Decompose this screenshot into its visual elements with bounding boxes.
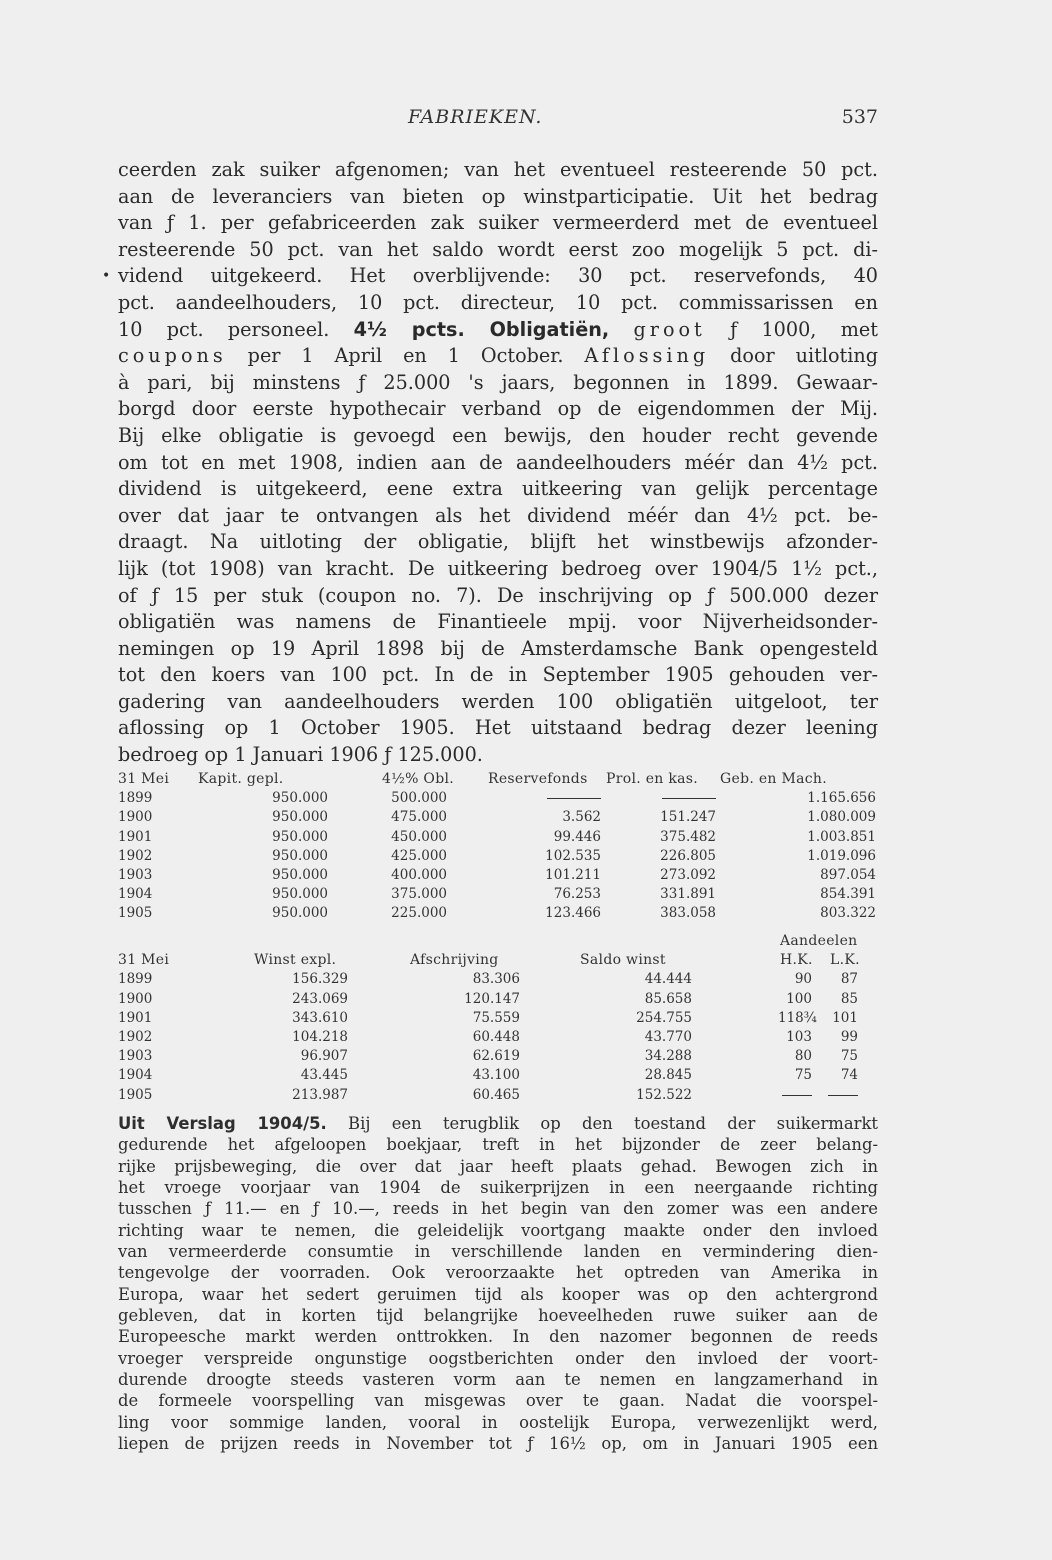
- text-line: vroeger verspreide ongunstige oogstberichten onder den invloed der voort-: [118, 1348, 878, 1368]
- cell-lk: 99: [840, 1028, 858, 1045]
- cell-reserve: 102.535: [545, 847, 601, 864]
- cell-operating-profit: 96.907: [300, 1048, 348, 1065]
- text-line: Europa, waar het sedert geruimen tijd als kooper was op den achtergrond: [118, 1284, 878, 1304]
- cell-lk: [824, 1086, 858, 1105]
- cell-buildings: 1.019.096: [807, 847, 876, 864]
- paragraph-annual-report: [118, 1113, 878, 1455]
- table-row: [118, 828, 878, 847]
- col-header-operating-profit: Winst expl.: [254, 952, 337, 969]
- text-line: Bij elke obligatie is gevoegd een bewijs, den houder recht gevende: [118, 423, 878, 447]
- cell-prol-kas: 331.891: [660, 886, 716, 903]
- page-header: [118, 106, 878, 130]
- text-line: ceerden zak suiker afgenomen; van het eventueel resteerende 50 pct.: [118, 158, 878, 181]
- text-line: • vidend uitgekeerd. Het overblijvende: 30 pct. reservefonds, 40: [118, 263, 878, 290]
- col-header-buildings: Geb. en Mach.: [720, 771, 827, 787]
- text-line: over dat jaar te ontvangen als het dividend méér dan 4½ pct. be-: [118, 503, 878, 527]
- table-header-row: [118, 770, 878, 789]
- balance-table: [118, 770, 878, 924]
- page-number: 537: [841, 106, 878, 128]
- cell-depreciation: 60.448: [472, 1028, 520, 1045]
- text-line: de formeele voorspelling van misgewas over te gaan. Nadat die voorspel-: [118, 1391, 878, 1411]
- table-row: [118, 970, 878, 989]
- cell-net-profit: 152.522: [636, 1086, 692, 1103]
- text-line: het vroege voorjaar van 1904 de suikerprijzen in een neergaande richting: [118, 1178, 878, 1198]
- cell-operating-profit: 213.987: [292, 1086, 348, 1103]
- col-header-depreciation: Afschrijving: [410, 952, 499, 969]
- col-header-reserve: Reservefonds: [488, 771, 588, 787]
- cell-capital: 950.000: [272, 828, 328, 845]
- cell-lk: 85: [840, 990, 858, 1007]
- cell-prol-kas: 383.058: [660, 905, 716, 922]
- cell-depreciation: 43.100: [472, 1067, 520, 1084]
- col-header-date: 31 Mei: [118, 952, 170, 969]
- cell-date: 1899: [118, 971, 153, 988]
- cell-bonds: 375.000: [391, 886, 447, 903]
- table-row: [118, 866, 878, 885]
- cell-date: 1902: [118, 1028, 153, 1045]
- text-line: van ƒ 1. per gefabriceerden zak suiker vermeerderd met de eventueel: [118, 211, 878, 235]
- cell-net-profit: 44.444: [644, 971, 692, 988]
- text-line: obligatiën was namens de Finantieele mpij. voor Nijverheidsonder-: [118, 610, 878, 634]
- cell-depreciation: 60.465: [472, 1086, 520, 1103]
- cell-buildings: 854.391: [820, 886, 876, 903]
- cell-depreciation: 83.306: [472, 971, 520, 988]
- cell-operating-profit: 343.610: [292, 1009, 348, 1026]
- cell-prol-kas: 226.805: [660, 847, 716, 864]
- table-row: [118, 789, 878, 808]
- cell-date: 1905: [118, 905, 153, 922]
- text-line: draagt. Na uitloting der obligatie, blijft het winstbewijs afzonder-: [118, 530, 878, 554]
- cell-capital: 950.000: [272, 809, 328, 826]
- table-row: [118, 847, 878, 866]
- section-heading-obligations: 4½ pcts. Obligatiën,: [353, 317, 610, 341]
- cell-date: 1900: [118, 990, 153, 1007]
- text-line: liepen de prijzen reeds in November tot ƒ 16½ op, om in Januari 1905 een: [118, 1434, 878, 1454]
- text-line: bedroeg op 1 Januari 1906 ƒ 125.000.: [118, 743, 483, 767]
- empty-dash: [782, 1095, 812, 1096]
- text-line: nemingen op 19 April 1898 bij de Amsterdamsche Bank opengesteld: [118, 636, 878, 660]
- table-row: [118, 1086, 878, 1105]
- cell-operating-profit: 156.329: [292, 971, 348, 988]
- cell-capital: 950.000: [272, 790, 328, 807]
- cell-lk: 87: [840, 971, 858, 988]
- col-header-bonds: 4½% Obl.: [382, 771, 454, 787]
- cell-date: 1899: [118, 790, 153, 807]
- col-header-hk: H.K.: [780, 952, 813, 969]
- cell-date: 1901: [118, 1009, 153, 1026]
- cell-reserve: 99.446: [553, 828, 601, 845]
- cell-buildings: 803.322: [820, 905, 876, 922]
- text-line: 10 pct. personeel. 4½ pcts. Obligatiën, groot ƒ 1000, met: [118, 317, 878, 341]
- cell-date: 1905: [118, 1086, 153, 1103]
- cell-buildings: 1.165.656: [807, 790, 876, 807]
- cell-hk: 100: [786, 990, 812, 1007]
- cell-prol-kas: 375.482: [660, 828, 716, 845]
- cell-net-profit: 254.755: [636, 1009, 692, 1026]
- text-line: tusschen ƒ 11.— en ƒ 10.—, reeds in het begin van den zomer was een andere: [118, 1199, 878, 1219]
- margin-mark: •: [102, 268, 111, 285]
- cell-date: 1904: [118, 886, 153, 903]
- cell-reserve: [488, 789, 601, 808]
- cell-bonds: 450.000: [391, 828, 447, 845]
- col-header-capital: Kapit. gepl.: [198, 771, 284, 787]
- cell-date: 1902: [118, 847, 153, 864]
- text-line: durende droogte steeds vasteren vorm aan te nemen en langzamerhand in: [118, 1370, 878, 1390]
- cell-date: 1901: [118, 828, 153, 845]
- empty-dash: [547, 798, 601, 799]
- text-line: Uit Verslag 1904/5. Bij een terugblik op den toestand der suikermarkt: [118, 1114, 878, 1133]
- cell-reserve: 3.562: [562, 809, 601, 826]
- cell-operating-profit: 104.218: [292, 1028, 348, 1045]
- text-line: rijke prijsbeweging, die over dat jaar heeft plaats gehad. Bewogen zich in: [118, 1156, 878, 1176]
- empty-dash: [828, 1095, 858, 1096]
- text-line: borgd door eerste hypothecair verband op de eigendommen der Mij.: [118, 397, 878, 421]
- table-row: [118, 1047, 878, 1066]
- running-title: FABRIEKEN.: [408, 106, 543, 128]
- section-heading-annual-report: Uit Verslag 1904/5.: [118, 1114, 327, 1133]
- cell-depreciation: 120.147: [464, 990, 520, 1007]
- table-row: [118, 808, 878, 827]
- table-row: [118, 1066, 878, 1085]
- cell-buildings: 897.054: [820, 866, 876, 883]
- cell-date: 1900: [118, 809, 153, 826]
- text-line: van vermeerderde consumtie in verschillende landen en vermindering dien-: [118, 1242, 878, 1262]
- col-header-net-profit: Saldo winst: [580, 952, 666, 969]
- cell-bonds: 425.000: [391, 847, 447, 864]
- text-line: aan de leveranciers van bieten op winstparticipatie. Uit het bedrag: [118, 184, 878, 208]
- col-header-prol-kas: Prol. en kas.: [606, 771, 699, 787]
- cell-hk: 90: [794, 971, 812, 988]
- profit-table: [118, 932, 878, 1105]
- cell-date: 1903: [118, 866, 153, 883]
- text-line: gebleven, dat in korten tijd belangrijke hoeveelheden ruwe suiker aan de: [118, 1306, 878, 1326]
- text-line: richting waar te nemen, die geleidelijk voortgang maakte onder den invloed: [118, 1220, 878, 1240]
- empty-dash: [662, 798, 716, 799]
- text-line: ling voor sommige landen, vooral in oostelijk Europa, verwezenlijkt werd,: [118, 1412, 878, 1432]
- text-line: of ƒ 15 per stuk (coupon no. 7). De inschrijving op ƒ 500.000 dezer: [118, 583, 878, 607]
- text-line: à pari, bij minstens ƒ 25.000 's jaars, begonnen in 1899. Gewaar-: [118, 370, 878, 394]
- cell-reserve: 76.253: [553, 886, 601, 903]
- cell-buildings: 1.003.851: [807, 828, 876, 845]
- cell-lk: 74: [840, 1067, 858, 1084]
- table-row: [118, 1028, 878, 1047]
- col-header-lk: L.K.: [830, 952, 860, 969]
- paragraph-obligations: [102, 157, 879, 769]
- text-line: pct. aandeelhouders, 10 pct. directeur, 10 pct. commissarissen en: [118, 290, 878, 314]
- cell-depreciation: 75.559: [472, 1009, 520, 1026]
- cell-operating-profit: 43.445: [300, 1067, 348, 1084]
- cell-reserve: 123.466: [545, 905, 601, 922]
- cell-capital: 950.000: [272, 905, 328, 922]
- col-group-header-shares: Aandeelen: [780, 933, 858, 949]
- table-row: [118, 885, 878, 904]
- cell-bonds: 500.000: [391, 790, 447, 807]
- text-line: tot den koers van 100 pct. In de in September 1905 gehouden ver-: [118, 663, 878, 687]
- cell-depreciation: 62.619: [472, 1048, 520, 1065]
- cell-operating-profit: 243.069: [292, 990, 348, 1007]
- cell-bonds: 400.000: [391, 866, 447, 883]
- text-line: coupons per 1 April en 1 October. Aflossing door uitloting: [118, 344, 879, 368]
- text-line: Europeesche markt werden onttrokken. In den nazomer begonnen de reeds: [118, 1327, 878, 1347]
- cell-capital: 950.000: [272, 847, 328, 864]
- table-row: [118, 990, 878, 1009]
- cell-bonds: 225.000: [391, 905, 447, 922]
- cell-capital: 950.000: [272, 866, 328, 883]
- cell-date: 1904: [118, 1067, 153, 1084]
- text-line: dividend is uitgekeerd, eene extra uitkeering van gelijk percentage: [118, 477, 878, 501]
- text-line: lijk (tot 1908) van kracht. De uitkeering bedroeg over 1904/5 1½ pct.,: [118, 556, 878, 580]
- text-line: aflossing op 1 October 1905. Het uitstaand bedrag dezer leening: [118, 716, 878, 740]
- cell-hk: 118¾: [778, 1009, 817, 1026]
- cell-net-profit: 34.288: [644, 1048, 692, 1065]
- text-line: resteerende 50 pct. van het saldo wordt eerst zoo mogelijk 5 pct. di-: [118, 237, 878, 261]
- cell-net-profit: 85.658: [644, 990, 692, 1007]
- text-line: gadering van aandeelhouders werden 100 obligatiën uitgeloot, ter: [118, 689, 878, 713]
- table-group-header-row: [118, 932, 878, 951]
- col-header-date: 31 Mei: [118, 771, 170, 787]
- cell-prol-kas: 151.247: [660, 809, 716, 826]
- cell-lk: 101: [832, 1009, 858, 1026]
- cell-buildings: 1.080.009: [807, 809, 876, 826]
- cell-lk: 75: [840, 1048, 858, 1065]
- cell-net-profit: 43.770: [644, 1028, 692, 1045]
- text-line: gedurende het afgeloopen boekjaar, treft in het bijzonder de zeer belang-: [118, 1135, 878, 1155]
- cell-hk: 75: [794, 1067, 812, 1084]
- text-line: tengevolge der voorraden. Ook veroorzaakte het optreden van Amerika in: [118, 1263, 878, 1283]
- cell-date: 1903: [118, 1048, 153, 1065]
- cell-reserve: 101.211: [545, 866, 601, 883]
- cell-capital: 950.000: [272, 886, 328, 903]
- cell-hk: 80: [794, 1048, 812, 1065]
- table-row: [118, 904, 878, 923]
- table-row: [118, 1009, 878, 1028]
- cell-net-profit: 28.845: [644, 1067, 692, 1084]
- table-header-row: [118, 951, 878, 970]
- cell-hk: 103: [786, 1028, 812, 1045]
- cell-bonds: 475.000: [391, 809, 447, 826]
- cell-prol-kas: [598, 789, 716, 808]
- cell-hk: [778, 1086, 812, 1105]
- cell-prol-kas: 273.092: [660, 866, 716, 883]
- text-line: om tot en met 1908, indien aan de aandeelhouders méér dan 4½ pct.: [118, 450, 878, 474]
